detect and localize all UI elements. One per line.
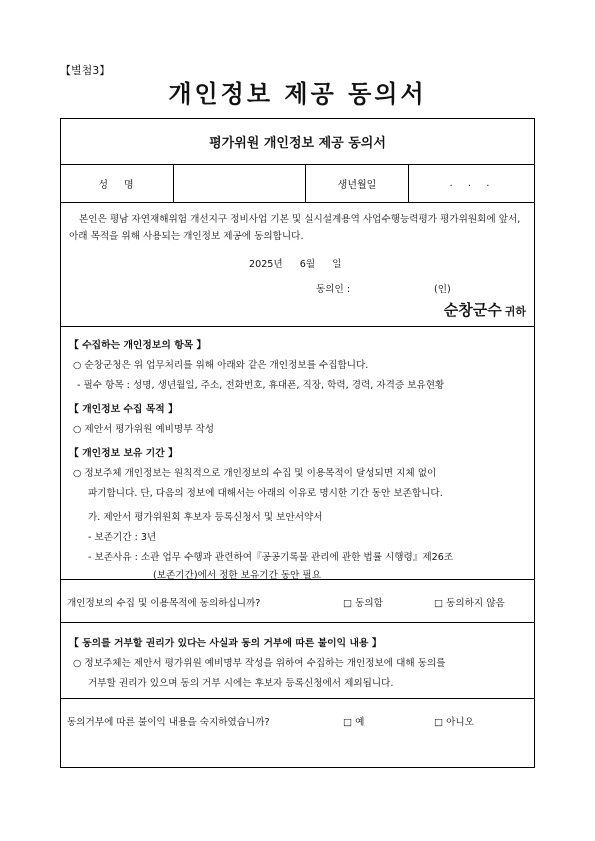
retention-line3: 가. 제안서 평가위원회 후보자 등록신청서 및 보안서약서 [88,512,323,523]
name-label: 성명 [61,165,174,202]
form-title: 평가위원 개인정보 제공 동의서 [61,119,534,165]
signer-label: 동의인 : [316,284,351,295]
retention-heading: 【 개인정보 보유 기간 】 [69,448,178,459]
date-day: 일 [332,259,342,270]
recipient [444,299,526,320]
consent-text: 본인은 평남 자연재해위험 개선지구 정비사업 기본 및 실시설계용역 사업수행능력평가 평가위원회에 앞서, 아래 목적을 위해 사용되는 개인정보 제공에 동의합니다. [69,214,521,242]
seal-mark: (인) [434,284,451,295]
consent-form [60,118,535,768]
retention-line1: ○ 정보주체 개인정보는 원칙적으로 개인정보의 수집 및 이용목적이 달성되면 지체 없이 [73,468,437,479]
page-title: 개인정보 제공 동의서 [168,80,427,108]
refusal-line2: 거부할 권리가 있으며 동의 거부 시에는 후보자 등록신청에서 제외됩니다. [88,678,394,689]
items-heading: 【 수집하는 개인정보의 항목 】 [69,340,207,351]
birth-label: 생년월일 [306,165,409,202]
retention-line5: - 보존사유 : 소관 업무 수행과 관련하여『공공기록물 관리에 관한 법률 시행령』제26조 [88,552,454,563]
birth-field[interactable]: . . . [449,178,496,189]
no-checkbox[interactable]: □ 아니오 [434,717,474,728]
signer [316,281,451,295]
refusal-heading: 【 동의를 거부할 권리가 있다는 사실과 동의 거부에 따른 불이익 내용 】 [69,638,382,649]
disagree-checkbox[interactable]: □ 동의하지 않음 [434,598,505,609]
retention-line2: 파기합니다. 단, 다음의 정보에 대해서는 아래의 이유로 명시한 기간 동안 보존합니다. [88,488,443,499]
refusal-section [61,623,534,699]
question2-text: 동의거부에 따른 불이익 내용을 숙지하였습니까? [67,717,270,728]
items-line1: ○ 순창군청은 위 업무처리를 위해 아래와 같은 개인정보를 수집합니다. [73,360,369,371]
date-month: 6월 [299,259,316,270]
detail-section [61,327,534,580]
recipient-suffix: 귀하 [504,305,526,318]
question1-row [61,580,534,623]
consent-section [61,203,534,327]
info-row [61,165,534,203]
yes-checkbox[interactable]: □ 예 [343,717,365,728]
consent-date [249,256,355,270]
question1-text: 개인정보의 수집 및 이용목적에 동의하십니까? [67,598,261,609]
purpose-heading: 【 개인정보 수집 목적 】 [69,404,178,415]
annex-label: 【별첨3】 [60,64,111,77]
question2-row [61,699,534,743]
date-year: 2025년 [249,259,283,270]
recipient-name: 순창군수 [443,301,502,319]
name-field[interactable] [174,165,306,202]
refusal-line1: ○ 정보주체는 제안서 평가위원 예비명부 작성을 위하여 수집하는 개인정보에 대해 동의를 [73,658,446,669]
agree-checkbox[interactable]: □ 동의함 [343,598,383,609]
retention-line6: (보존기간)에서 정한 보유기간 동안 필요 [153,570,321,581]
purpose-line1: ○ 제안서 평가위원 예비명부 작성 [73,424,215,435]
items-line2: - 필수 항목 : 성명, 생년월일, 주소, 전화번호, 휴대폰, 직장, 학력, 경력, 자격증 보유현황 [77,380,445,391]
retention-line4: - 보존기간 : 3년 [88,532,157,543]
